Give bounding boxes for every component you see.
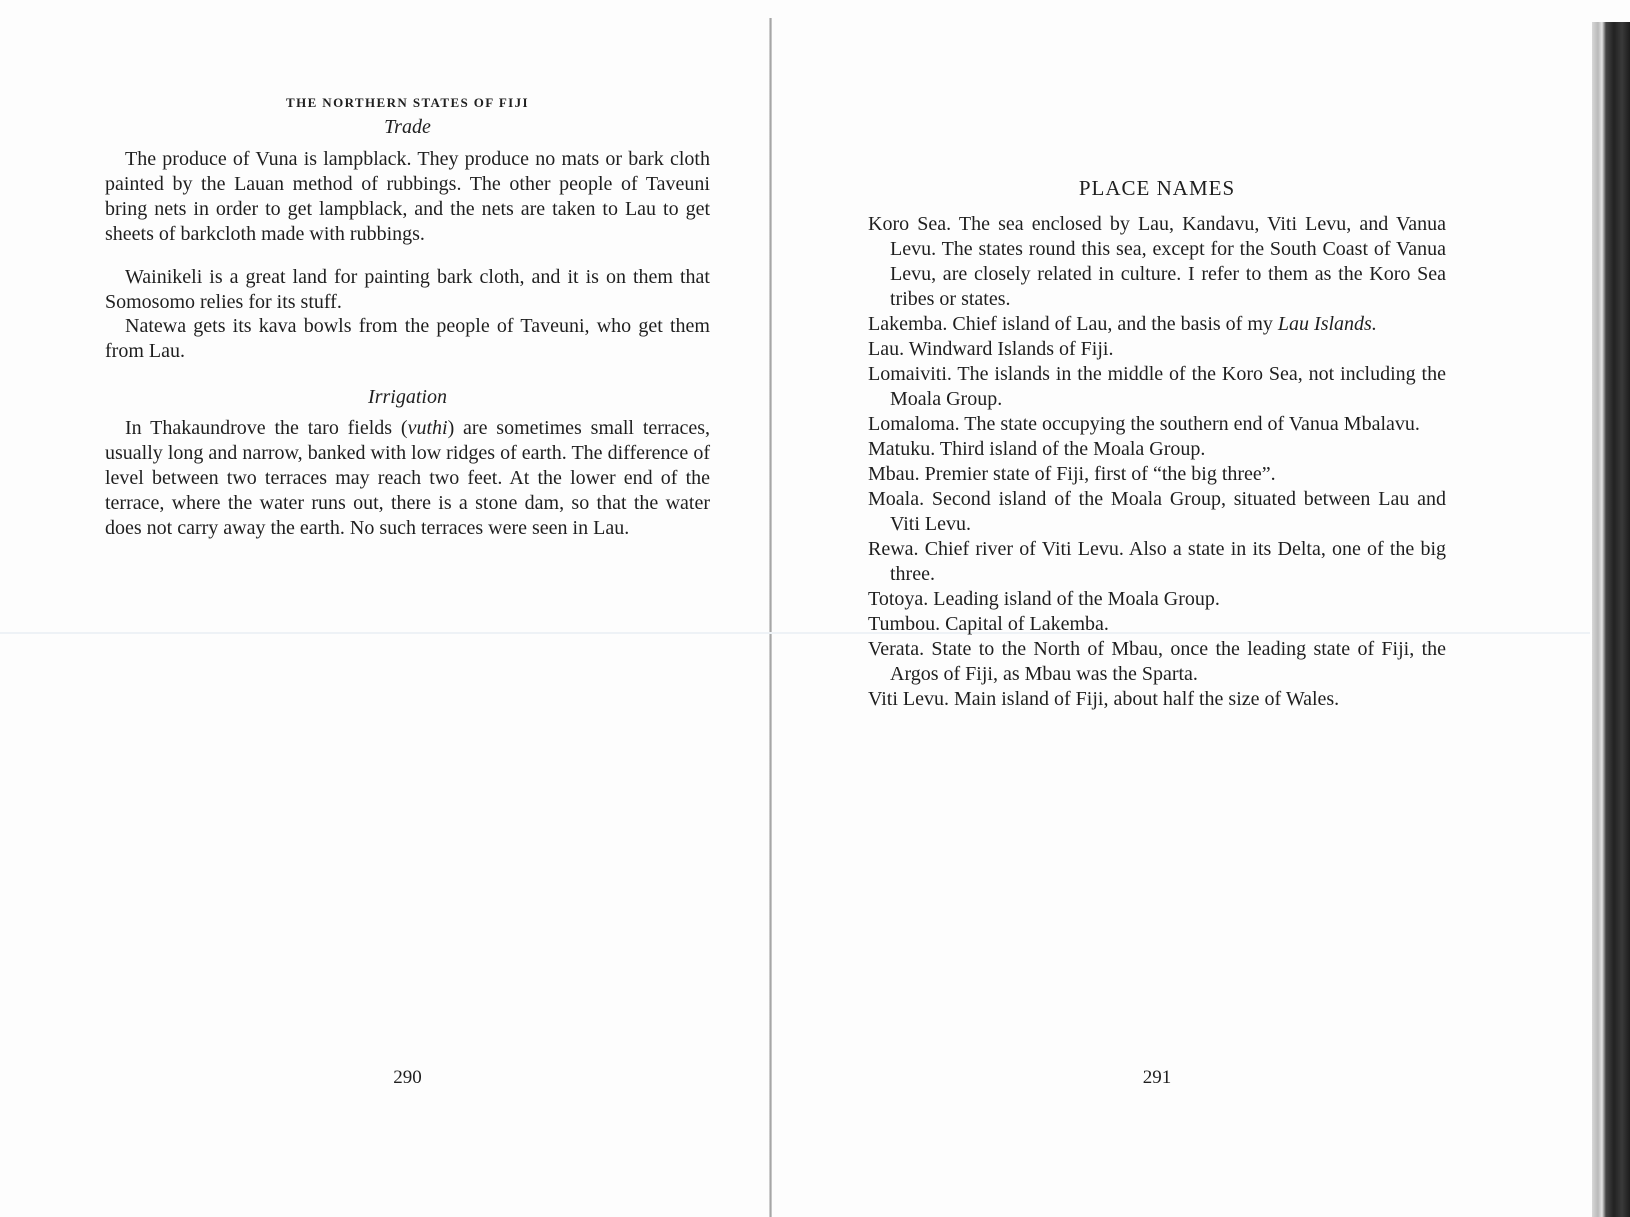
entry-term: Tumbou. <box>868 613 941 635</box>
entry-term: Rewa. <box>868 538 919 560</box>
list-item <box>868 687 1446 712</box>
page-number-right: 291 <box>1142 1067 1172 1088</box>
entry-term: Lau. <box>868 338 905 360</box>
entry-term: Matuku. <box>868 438 936 460</box>
entry-definition: Main island of Fiji, about half the size of Wales. <box>954 688 1340 710</box>
page-edge-shadow <box>1592 22 1630 1217</box>
book-gutter <box>769 18 772 1217</box>
list-item <box>868 212 1446 312</box>
list-item <box>868 462 1446 487</box>
list-item <box>868 612 1446 637</box>
entry-term: Koro Sea. <box>868 213 952 235</box>
entry-definition: The state occupying the southern end of Vanua Mbalavu. <box>964 413 1420 435</box>
trade-paragraph-1: The produce of Vuna is lampblack. They produce no mats or bark cloth painted by the Lauan method of rubbings. The other people of Taveuni bring nets in order to get lampblack, and the nets are taken to Lau to get sheets of barkcloth made with rubbings. <box>105 148 710 245</box>
list-item <box>868 362 1446 412</box>
entry-term: Moala. <box>868 488 925 510</box>
entry-definition: The islands in the middle of the Koro Sea, not including the Moala Group. <box>890 363 1446 410</box>
entry-definition: Second island of the Moala Group, situated between Lau and Viti Levu. <box>890 488 1447 535</box>
entry-term: Lomaloma. <box>868 413 960 435</box>
entry-definition: The sea enclosed by Lau, Kandavu, Viti Levu, and Vanua Levu. The states round this sea, except for the South Coast of Vanua Levu, are closely related in culture. I refer to them as the Koro Sea tribes or states. <box>890 213 1446 310</box>
irrigation-text-after: ) are sometimes small terraces, usually long and narrow, banked with low ridges of earth. The difference of level between two terraces may reach two feet. At the lower end of the terrace, where the water runs out, there is a stone dam, so that the water does not carry away the earth. No such terraces were seen in Lau. <box>105 417 710 539</box>
list-item <box>868 587 1446 612</box>
entry-term: Viti Levu. <box>868 688 950 710</box>
list-item <box>868 537 1446 587</box>
section-heading-trade: Trade <box>384 116 431 138</box>
list-item <box>868 437 1446 462</box>
entry-term: Totoya. <box>868 588 929 610</box>
list-item <box>868 637 1446 687</box>
place-names-list <box>868 212 1446 712</box>
entry-term: Mbau. <box>868 463 920 485</box>
list-item <box>868 487 1446 537</box>
entry-term: Lomaiviti. <box>868 363 952 385</box>
irrigation-paragraph <box>105 416 710 541</box>
trade-paragraph-2: Wainikeli is a great land for painting bark cloth, and it is on them that Somosomo relies for its stuff. <box>105 266 710 313</box>
entry-definition: Premier state of Fiji, first of “the big three”. <box>924 463 1276 485</box>
entry-definition: Leading island of the Moala Group. <box>933 588 1220 610</box>
irrigation-term: vuthi <box>407 417 448 439</box>
list-item <box>868 337 1446 362</box>
entry-italic-title: Lau Islands. <box>1277 313 1377 335</box>
running-head: THE NORTHERN STATES OF FIJI <box>286 95 529 110</box>
entry-definition: Chief island of Lau, and the basis of my <box>952 313 1273 335</box>
entry-definition: State to the North of Mbau, once the leading state of Fiji, the Argos of Fiji, as Mbau was the Sparta. <box>890 638 1446 685</box>
entry-term: Verata. <box>868 638 925 660</box>
entry-term: Lakemba. <box>868 313 948 335</box>
page-title: PLACE NAMES <box>1078 176 1236 200</box>
entry-definition: Third island of the Moala Group. <box>939 438 1206 460</box>
entry-definition: Windward Islands of Fiji. <box>908 338 1114 360</box>
entry-definition: Chief river of Viti Levu. Also a state in its Delta, one of the big three. <box>890 538 1446 585</box>
entry-definition: Capital of Lakemba. <box>945 613 1109 635</box>
irrigation-text-before: In Thakaundrove the taro fields ( <box>125 417 408 439</box>
list-item <box>868 412 1446 437</box>
trade-paragraph-3: Natewa gets its kava bowls from the people of Taveuni, who get them from Lau. <box>105 315 710 362</box>
list-item <box>868 312 1446 337</box>
section-heading-irrigation: Irrigation <box>368 386 447 408</box>
page-number-left: 290 <box>393 1067 422 1088</box>
